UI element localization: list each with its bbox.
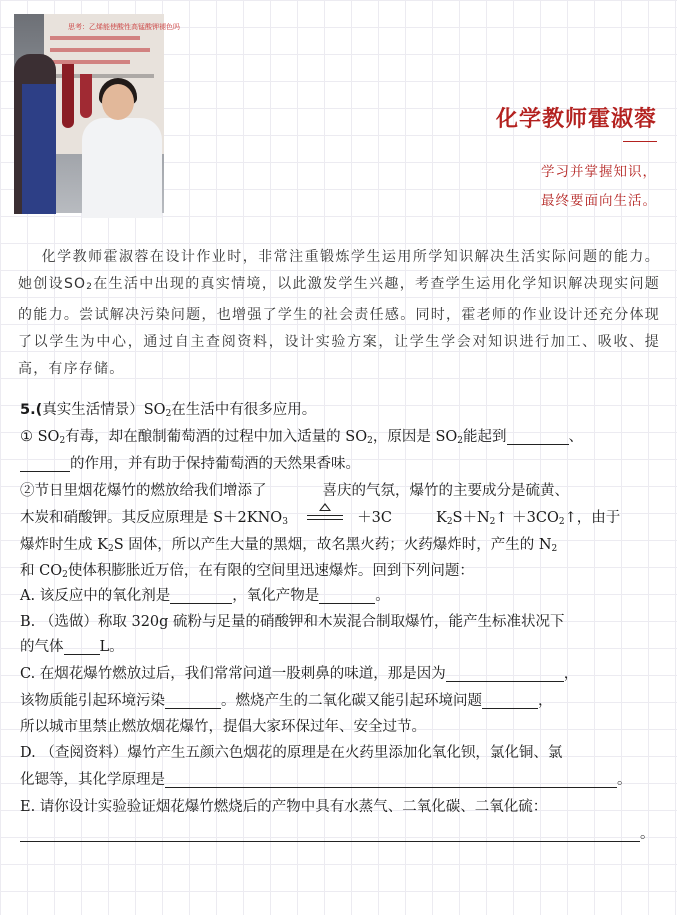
- answer-blank[interactable]: [446, 665, 564, 682]
- question-b: B. （选做）称取 320g 硫粉与足量的硝酸钾和木炭混合制取爆竹，能产生标准状况下: [20, 614, 565, 630]
- answer-blank[interactable]: [165, 771, 617, 788]
- question-line-4: ②节日里烟花爆竹的燃放给我们增添了 喜庆的气氛，爆竹的主要成分是硫黄、: [20, 483, 569, 499]
- question-c: C. 在烟花爆竹燃放过后，我们常常问道一股刺鼻的味道，那是因为 ，: [20, 666, 579, 682]
- question-d-cont: 化锶等，其化学原理是 。: [20, 772, 632, 788]
- question-d: D. （查阅资料）爆竹产生五颜六色烟花的原理是在火药里添加化氧化钡，氯化铜、氯: [20, 745, 563, 761]
- title-divider: [623, 141, 657, 142]
- answer-blank[interactable]: [170, 587, 232, 604]
- question-e-cont: 。: [20, 821, 662, 847]
- motto-line-2: 最终要面向生活。: [541, 193, 657, 209]
- reaction-equation-line: 木炭和硝酸钾。其反应原理是 S＋2KNO3 ＋3C K2S＋N2↑ ＋3CO2↑，由于: [20, 505, 662, 531]
- teacher-figure: [82, 118, 162, 218]
- question-line-2: ① SO2有毒，却在酿制葡萄酒的过程中加入适量的 SO2，原因是 SO2能起到 、: [20, 429, 584, 446]
- answer-blank[interactable]: [20, 455, 70, 472]
- question-b-cont: 的气体 L。: [20, 639, 124, 655]
- answer-blank[interactable]: [64, 638, 100, 655]
- intro-paragraph: 化学教师霍淑蓉在设计作业时，非常注重锻炼学生运用所学知识解决生活实际问题的能力。她创设SO2在生活中出现的真实情境，以此激发学生兴趣，考查学生运用化学知识解决现实问题的能力。尝试解决污染问题，也增强了学生的社会责任感。同时，霍老师的作业设计还充分体现了以学生为中心，通过自主查阅资料，设计实验方案，让学生学会对知识进行加工、吸收、提高，有序存储。: [18, 249, 660, 378]
- question-line-3: 的作用，并有助于保持葡萄酒的天然果香味。: [20, 451, 662, 477]
- answer-blank[interactable]: [20, 825, 640, 842]
- answer-blank[interactable]: [165, 692, 221, 709]
- motto: [541, 158, 657, 216]
- question-e: E. 请你设计实验验证烟花爆竹燃烧后的产物中具有水蒸气、二氧化碳、二氧化硫：: [20, 799, 548, 815]
- question-line-1: 5.(真实生活情景）SO2在生活中有很多应用。: [20, 402, 317, 419]
- answer-blank[interactable]: [507, 428, 569, 445]
- question-c-cont: 该物质能引起环境污染 。燃烧产生的二氧化碳又能引起环境问题 ，: [20, 693, 553, 709]
- student-figure: [14, 54, 56, 214]
- photo-caption: 思考：乙烯能使酸性高锰酸钾褪色吗: [68, 23, 180, 31]
- teacher-photo: [14, 14, 180, 213]
- question-c-end: 所以城市里禁止燃放烟花爆竹，提倡大家环保过年、安全过节。: [20, 719, 426, 735]
- page-title: 化学教师霍淑蓉: [495, 107, 657, 132]
- question-line-6: 爆炸时生成 K2S 固体，所以产生大量的黑烟，故名黑火药；火药爆炸时，产生的 N2: [20, 537, 558, 554]
- motto-line-1: 学习并掌握知识，: [541, 164, 657, 180]
- test-tube-icon: [80, 74, 92, 118]
- heat-arrow-icon: [307, 511, 343, 525]
- answer-blank[interactable]: [319, 587, 375, 604]
- answer-blank[interactable]: [482, 692, 538, 709]
- question-a: A. 该反应中的氧化剂是 ，氧化产物是 。: [20, 588, 390, 604]
- test-tube-icon: [62, 64, 74, 128]
- question-line-7: 和 CO2使体积膨胀近万倍，在有限的空间里迅速爆炸。回到下列问题：: [20, 563, 474, 580]
